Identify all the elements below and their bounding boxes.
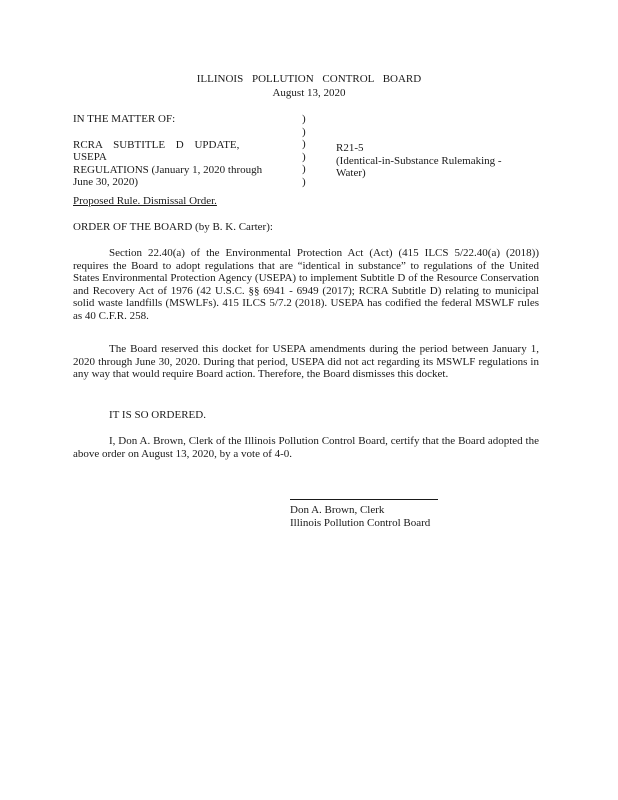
docket-description-line-2: Water) <box>336 167 366 179</box>
signer-organization: Illinois Pollution Control Board <box>290 517 431 529</box>
paragraph-2: The Board reserved this docket for USEPA amendments during the period between January 1, 2020 through June 30, 2020. During that period, USEPA did not act regarding its MSWLF regulations in any way that would require Board action. Therefore, the Board dismisses this docket. <box>73 343 539 380</box>
caption-paren: ) <box>302 138 306 150</box>
caption-paren: ) <box>302 163 306 175</box>
caption-parentheses <box>302 113 312 188</box>
signature-block <box>290 504 490 530</box>
paragraph-1-block <box>73 247 539 322</box>
document-title-block <box>73 195 539 208</box>
caption-spacer <box>73 126 283 139</box>
order-heading: ORDER OF THE BOARD (by B. K. Carter): <box>73 221 273 233</box>
caption-paren: ) <box>302 150 306 163</box>
caption-title-line-2: REGULATIONS (January 1, 2020 through <box>73 163 263 176</box>
paragraph-3-block <box>73 409 539 422</box>
board-name-heading: ILLINOIS POLLUTION CONTROL BOARD <box>196 73 422 85</box>
caption-left <box>73 113 283 189</box>
clerk-certification: I, Don A. Brown, Clerk of the Illinois Pollution Control Board, certify that the Board adopted the above order on August 13, 2020, by a vote of 4-0. <box>73 435 539 460</box>
order-heading-block <box>73 221 539 234</box>
caption-paren: ) <box>302 113 306 125</box>
paragraph-4-block <box>73 435 539 460</box>
in-the-matter-label: IN THE MATTER OF: <box>73 113 176 125</box>
paragraph-1: Section 22.40(a) of the Environmental Protection Act (Act) (415 ILCS 5/22.40(a) (2018)) requires the Board to adopt regulations that are “identical in substance” to regulations of the United States Environmental Protection Agency (USEPA) to implement Subtitle D of the Resource Conservation and Recovery Act of 1976 (42 U.S.C. §§ 6941 - 6949 (2017); RCRA Subtitle D) relating to municipal solid waste landfills (MSWLFs). 415 ILCS 5/7.2 (2018). USEPA has codified the federal MSWLF rules as 40 C.F.R. 258. <box>73 247 539 322</box>
document-title: Proposed Rule. Dismissal Order. <box>73 195 217 207</box>
signature-line <box>290 499 438 500</box>
caption-title-line-1: RCRA SUBTITLE D UPDATE, USEPA <box>73 138 240 163</box>
docket-number: R21-5 <box>336 142 364 154</box>
caption-title-line-3: June 30, 2020) <box>73 176 139 188</box>
caption-paren: ) <box>302 175 306 188</box>
so-ordered-text: IT IS SO ORDERED. <box>109 409 206 421</box>
paragraph-2-block <box>73 343 539 381</box>
order-date: August 13, 2020 <box>272 87 346 99</box>
caption-paren: ) <box>302 125 306 138</box>
docket-description-line-1: (Identical-in-Substance Rulemaking - <box>336 154 502 167</box>
caption-right <box>336 142 516 180</box>
signer-name: Don A. Brown, Clerk <box>290 504 385 516</box>
